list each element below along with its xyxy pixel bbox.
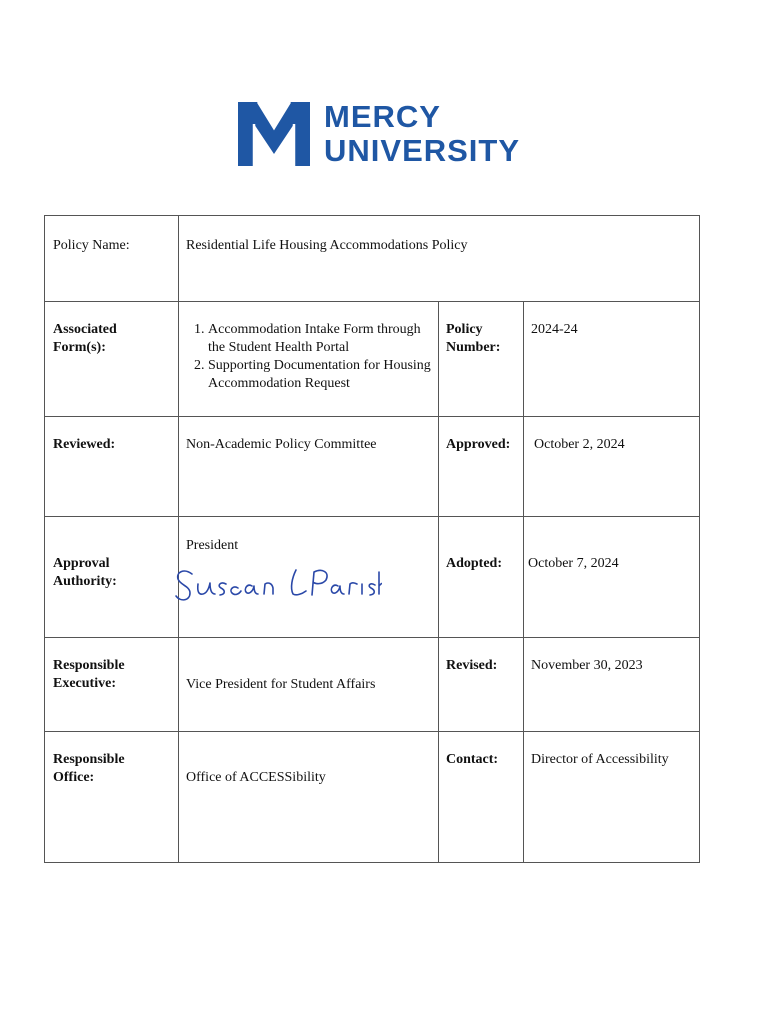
- policy-number-value: 2024-24: [531, 322, 578, 337]
- responsible-office-value: Office of ACCESSibility: [186, 770, 326, 785]
- approval-authority-label: Approval Authority:: [53, 556, 117, 589]
- approved-value: October 2, 2024: [534, 437, 625, 452]
- logo-wordmark-line2: UNIVERSITY: [324, 133, 521, 168]
- reviewed-value: Non-Academic Policy Committee: [186, 437, 377, 452]
- policy-name-label: Policy Name:: [53, 238, 130, 253]
- responsible-office-label: Responsible Office:: [53, 752, 125, 785]
- adopted-label: Adopted:: [446, 556, 503, 571]
- revised-label: Revised:: [446, 658, 498, 673]
- approved-label: Approved:: [446, 437, 511, 452]
- associated-form-item: 2. Supporting Documentation for Housing Accommodation Request: [208, 357, 440, 393]
- adopted-value: October 7, 2024: [528, 556, 619, 571]
- policy-number-label: Policy Number:: [446, 322, 501, 355]
- responsible-executive-value: Vice President for Student Affairs: [186, 677, 376, 692]
- president-signature: [172, 564, 382, 608]
- associated-forms-label: Associated Form(s):: [53, 322, 117, 355]
- contact-label: Contact:: [446, 752, 499, 767]
- approval-authority-value: President: [186, 538, 239, 553]
- mercy-university-logo: [236, 100, 536, 170]
- responsible-executive-label: Responsible Executive:: [53, 658, 125, 691]
- policy-name-value: Residential Life Housing Accommodations Policy: [186, 238, 468, 253]
- associated-form-item: 1. Accommodation Intake Form through the Student Health Portal: [208, 321, 440, 357]
- revised-value: November 30, 2023: [531, 658, 643, 673]
- m-monogram-icon: [236, 102, 312, 166]
- reviewed-label: Reviewed:: [53, 437, 116, 452]
- logo-wordmark-line1: MERCY: [324, 99, 441, 134]
- contact-value: Director of Accessibility: [531, 752, 669, 767]
- associated-forms-list: [186, 321, 440, 393]
